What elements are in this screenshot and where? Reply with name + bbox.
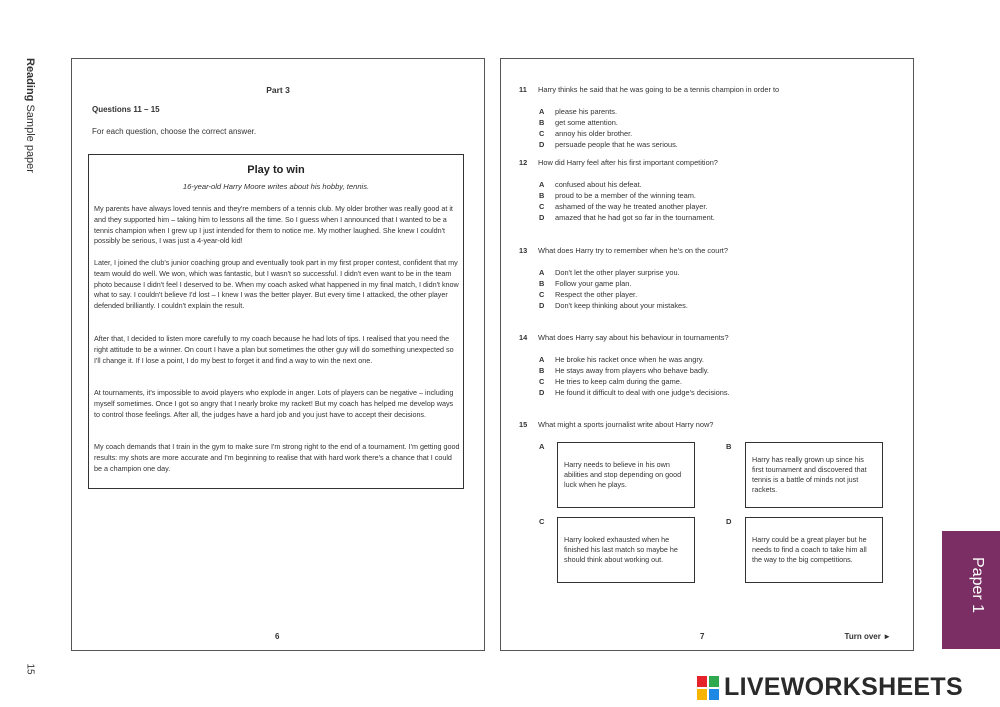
option-c[interactable]: C ashamed of the way he treated another player.: [539, 202, 708, 211]
option-d[interactable]: D persuade people that he was serious.: [539, 140, 678, 149]
side-page-number: 15: [24, 663, 36, 675]
option-c[interactable]: C annoy his older brother.: [539, 129, 633, 138]
article-paragraph: My coach demands that I train in the gym to make sure I'm strong right to the end of a tournament. I'm getting good results: my shots are more accurate and I'm beginning to realise that with hard work there's a chance that I could be a champion one day.: [94, 442, 460, 473]
question-14: 14 What does Harry say about his behaviour in tournaments?: [519, 333, 729, 342]
liveworksheets-logo[interactable]: [697, 674, 997, 702]
option-c[interactable]: C Respect the other player.: [539, 290, 638, 299]
article-paragraph: At tournaments, it's impossible to avoid players who explode in anger. Lots of players can be negative – including myself sometimes. Once I got so angry that I nearly broke my racket! But my coach has helped me develop ways to control those feelings. After all, the judges have a hard job and you just have to accept their decisions.: [94, 388, 454, 419]
answer-letter-a: A: [539, 442, 545, 451]
option-a[interactable]: A Don't let the other player surprise you.: [539, 268, 680, 277]
answer-box-c[interactable]: Harry looked exhausted when he finished his last match so maybe he should think about working out.: [557, 517, 695, 583]
option-a[interactable]: A He broke his racket once when he was angry.: [539, 355, 704, 364]
reading-text-box: [88, 154, 464, 489]
option-b[interactable]: B Follow your game plan.: [539, 279, 632, 288]
option-b[interactable]: B get some attention.: [539, 118, 618, 127]
question-13: 13 What does Harry try to remember when he's on the court?: [519, 246, 728, 255]
article-subtitle: 16-year-old Harry Moore writes about his hobby, tennis.: [182, 182, 370, 191]
answer-letter-d: D: [726, 517, 732, 526]
option-b[interactable]: B proud to be a member of the winning team.: [539, 191, 696, 200]
question-11: 11 Harry thinks he said that he was going to be a tennis champion in order to: [519, 85, 780, 94]
option-a[interactable]: A please his parents.: [539, 107, 618, 116]
answer-box-d[interactable]: Harry could be a great player but he needs to find a coach to take him all the way to the big competitions.: [745, 517, 883, 583]
turn-over-label: Turn over ►: [844, 632, 891, 641]
page-number: 7: [700, 632, 705, 641]
part-title: Part 3: [266, 85, 290, 95]
question-12: 12 How did Harry feel after his first important competition?: [519, 158, 718, 167]
question-15: 15 What might a sports journalist write about Harry now?: [519, 420, 714, 429]
page-number: 6: [275, 632, 280, 641]
instruction-text: For each question, choose the correct answer.: [92, 127, 257, 136]
logo-text: LIVEWORKSHEETS: [724, 673, 963, 701]
reading-label: Reading: [24, 58, 36, 102]
option-b[interactable]: B He stays away from players who behave badly.: [539, 366, 709, 375]
option-d[interactable]: D amazed that he had got so far in the tournament.: [539, 213, 715, 222]
answer-letter-b: B: [726, 442, 732, 451]
questions-label: Questions 11 – 15: [92, 105, 160, 114]
left-page: [71, 58, 485, 651]
option-d[interactable]: D He found it difficult to deal with one judge's decisions.: [539, 388, 730, 397]
option-a[interactable]: A confused about his defeat.: [539, 180, 642, 189]
option-d[interactable]: D Don't keep thinking about your mistakes.: [539, 301, 688, 310]
answer-letter-c: C: [539, 517, 545, 526]
answer-box-a[interactable]: Harry needs to believe in his own abilities and stop depending on good luck when he plays.: [557, 442, 695, 508]
option-c[interactable]: C He tries to keep calm during the game.: [539, 377, 682, 386]
side-section-label: [18, 58, 42, 173]
liveworksheets-icon: [697, 676, 719, 700]
right-page: [500, 58, 914, 651]
sample-paper-label: Sample paper: [24, 104, 36, 173]
answer-box-b[interactable]: Harry has really grown up since his first tournament and discovered that tennis is a battle of minds not just rackets.: [745, 442, 883, 508]
article-paragraph: My parents have always loved tennis and they're members of a tennis club. My older brother was really good at it and they supported him – taking him to lessons all the time. So I guess when I announced that I wanted to be a tennis champion when I grew up I just intended for them to notice me. My mother laughed. She knew I couldn't possibly be serious, I was just a 4-year-old kid!: [94, 204, 453, 246]
article-paragraph: After that, I decided to listen more carefully to my coach because he had lots of tips. I realised that you need the right attitude to be a winner. On court I have a plan but sometimes the other guy will do something unexpected so I'll change it. If I lose a point, I do my best to forget it and find a way to win the next one.: [94, 334, 454, 365]
article-paragraph: Later, I joined the club's junior coaching group and eventually took part in my first proper contest, confident that my team would do well. We won, which was fantastic, but I wasn't so successful. I didn't even want to be in the team photo because I didn't feel I deserved to be. When my coach asked what happened in my final match, I didn't know what to say. I couldn't believe I'd lost – I knew I was the better player. But every time I attacked, the other player defended brilliantly. I couldn't explain the result.: [94, 258, 459, 311]
paper-tab: Paper 1: [942, 531, 1000, 649]
article-title: Play to win: [247, 164, 305, 176]
